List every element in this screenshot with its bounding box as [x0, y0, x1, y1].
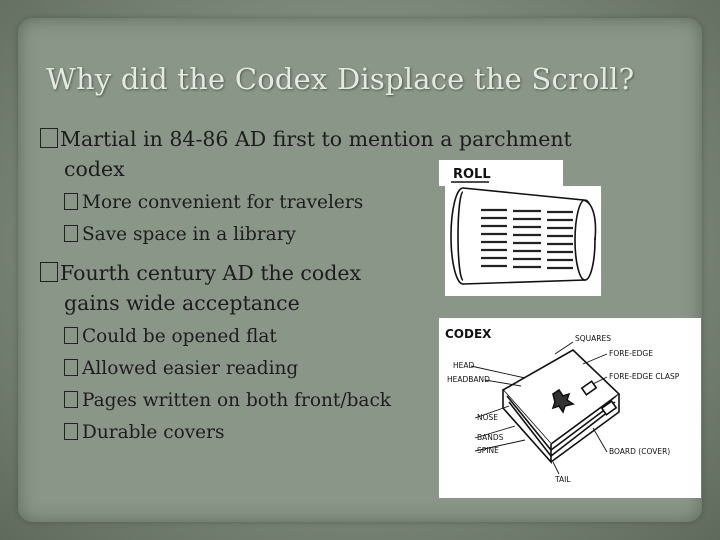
sub-bullet-text: Could be opened flat	[82, 326, 277, 347]
part-label: FORE-EDGE CLASP	[609, 372, 680, 381]
bullet-box-icon	[64, 359, 78, 376]
part-label: NOSE	[477, 413, 499, 422]
sub-bullet	[64, 222, 296, 248]
bullet-box-icon	[64, 193, 78, 210]
bullet-box-icon	[64, 391, 78, 408]
bullet-1-line2: codex	[64, 157, 125, 181]
bullet-2-line1: Fourth century AD the codex	[60, 261, 362, 285]
sub-bullet-text: Durable covers	[82, 422, 225, 443]
bullet-2	[40, 258, 361, 288]
sub-bullet	[64, 388, 391, 414]
bullet-box-icon	[64, 423, 78, 440]
part-label: HEADBAND	[447, 375, 490, 384]
bullet-2-line2: gains wide acceptance	[64, 291, 300, 315]
part-label: BOARD (COVER)	[609, 447, 671, 456]
sub-bullet-text: Pages written on both front/back	[82, 390, 392, 411]
sub-bullet-text: Allowed easier reading	[82, 358, 299, 379]
bullet-2-cont	[64, 288, 300, 318]
sub-bullet	[64, 420, 224, 446]
bullet-box-icon	[40, 128, 58, 148]
part-label: HEAD	[453, 361, 475, 370]
bullet-box-icon	[64, 225, 78, 242]
part-label: FORE-EDGE	[609, 349, 653, 358]
bullet-1-line1: Martial in 84-86 AD first to mention a parchment	[60, 127, 572, 151]
roll-and-codex-illustration	[433, 158, 703, 498]
sub-bullet-text: Save space in a library	[82, 224, 297, 245]
part-label: SQUARES	[575, 334, 611, 343]
part-label: SPINE	[477, 446, 499, 455]
sub-bullet	[64, 190, 363, 216]
bullet-1	[40, 124, 572, 154]
sub-bullet-text: More convenient for travelers	[82, 192, 364, 213]
part-label: BANDS	[477, 433, 504, 442]
bullet-box-icon	[64, 327, 78, 344]
bullet-box-icon	[40, 262, 58, 282]
sub-bullet	[64, 324, 277, 350]
slide-title: Why did the Codex Displace the Scroll?	[46, 62, 635, 96]
roll-label: ROLL	[453, 167, 491, 182]
codex-label: CODEX	[445, 327, 492, 341]
sub-bullet	[64, 356, 298, 382]
part-label: TAIL	[555, 475, 571, 484]
bullet-1-cont	[64, 154, 125, 184]
